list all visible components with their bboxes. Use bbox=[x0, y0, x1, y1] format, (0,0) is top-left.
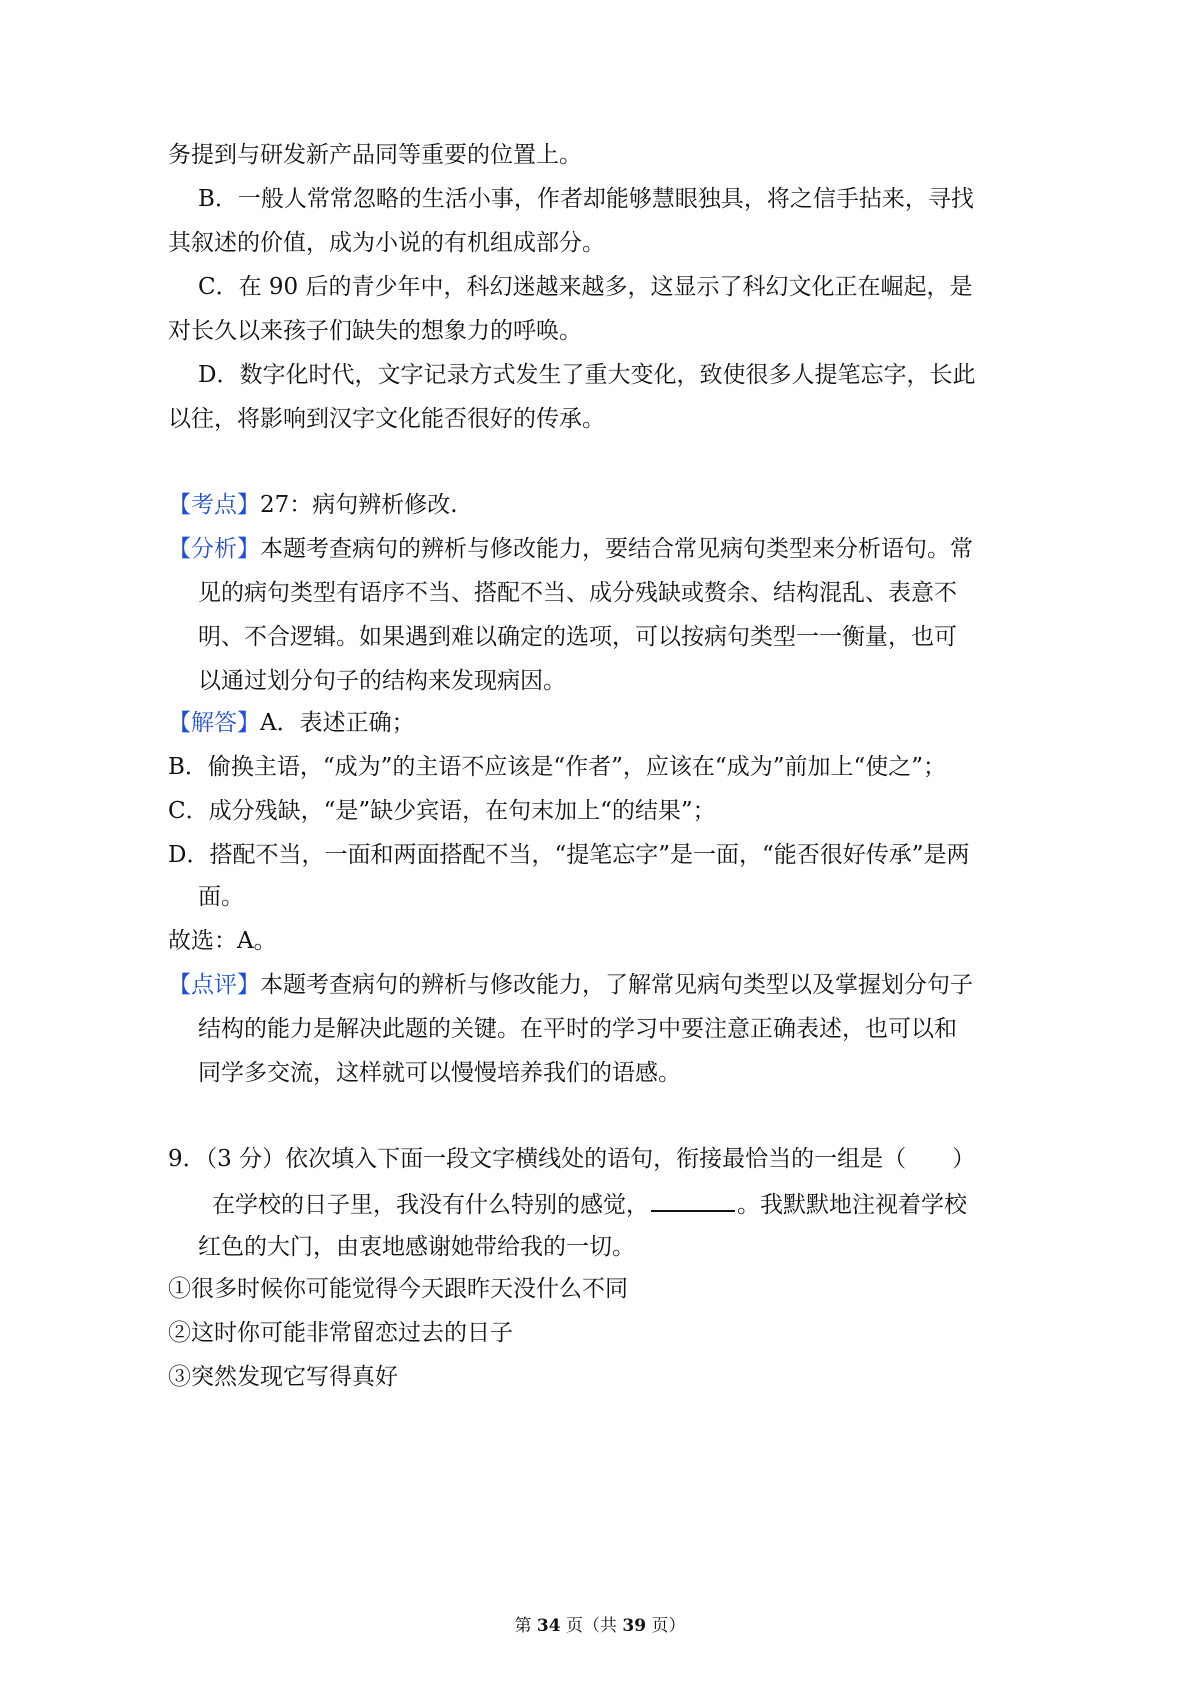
jieda-tag: 【解答】 bbox=[168, 710, 260, 736]
fenxi-line2: 见的病句类型有语序不当、搭配不当、成分残缺或赘余、结构混乱、表意不 bbox=[198, 580, 957, 606]
fenxi-text-1: 本题考查病句的辨析与修改能力，要结合常见病句类型来分析语句。常 bbox=[260, 536, 973, 562]
dianping-line3: 同学多交流，这样就可以慢慢培养我们的语感。 bbox=[198, 1060, 681, 1086]
kaodian-text: 27：病句辨析修改. bbox=[260, 492, 458, 518]
page-total: 39 bbox=[622, 1616, 647, 1636]
option-c-line1: C．在 90 后的青少年中，科幻迷越来越多，这显示了科幻文化正在崛起，是 bbox=[198, 274, 973, 300]
jieda-c: C．成分残缺，“是”缺少宾语，在句末加上“的结果”； bbox=[168, 798, 716, 824]
jieda-line-a bbox=[168, 708, 415, 738]
q9-passage-line1 bbox=[212, 1188, 967, 1220]
option-c-line2: 对长久以来孩子们缺失的想象力的呼唤。 bbox=[168, 318, 582, 344]
option-d-line2: 以往，将影响到汉字文化能否很好的传承。 bbox=[168, 406, 605, 432]
page-number: 34 bbox=[536, 1616, 561, 1636]
q9-option-1: ①很多时候你可能觉得今天跟昨天没什么不同 bbox=[168, 1276, 628, 1302]
jieda-b: B．偷换主语，“成为”的主语不应该是“作者”，应该在“成为”前加上“使之”； bbox=[168, 754, 946, 780]
jieda-a: A．表述正确； bbox=[260, 710, 415, 736]
fenxi-line1 bbox=[168, 534, 973, 564]
fenxi-tag: 【分析】 bbox=[168, 536, 260, 562]
dianping-line1 bbox=[168, 970, 973, 1000]
jieda-d-line1: D．搭配不当，一面和两面搭配不当，“提笔忘字”是一面，“能否很好传承”是两 bbox=[168, 842, 970, 868]
q9-passage-a: 在学校的日子里，我没有什么特别的感觉， bbox=[212, 1192, 649, 1218]
dianping-line2: 结构的能力是解决此题的关键。在平时的学习中要注意正确表述，也可以和 bbox=[198, 1016, 957, 1042]
q9-option-3: ③突然发现它写得真好 bbox=[168, 1364, 398, 1390]
option-b-line2: 其叙述的价值，成为小说的有机组成部分。 bbox=[168, 230, 605, 256]
kaodian-tag: 【考点】 bbox=[168, 492, 260, 518]
option-d-line1: D．数字化时代，文字记录方式发生了重大变化，致使很多人提笔忘字，长此 bbox=[198, 362, 976, 388]
q9-passage-line2: 红色的大门，由衷地感谢她带给我的一切。 bbox=[198, 1234, 635, 1260]
jieda-choice: 故选：A。 bbox=[168, 928, 277, 954]
option-a-tail: 务提到与研发新产品同等重要的位置上。 bbox=[168, 142, 582, 168]
answer-blank bbox=[651, 1188, 735, 1212]
kaodian-line bbox=[168, 490, 458, 520]
fenxi-line4: 以通过划分句子的结构来发现病因。 bbox=[198, 668, 566, 694]
fenxi-line3: 明、不合逻辑。如果遇到难以确定的选项，可以按病句类型一一衡量，也可 bbox=[198, 624, 957, 650]
dianping-text-1: 本题考查病句的辨析与修改能力，了解常见病句类型以及掌握划分句子 bbox=[260, 972, 973, 998]
jieda-d-line2: 面。 bbox=[198, 884, 244, 910]
dianping-tag: 【点评】 bbox=[168, 972, 260, 998]
q9-passage-b: 。我默默地注视着学校 bbox=[737, 1192, 967, 1218]
q9-stem: 9．（3 分）依次填入下面一段文字横线处的语句，衔接最恰当的一组是（ ） bbox=[168, 1146, 976, 1172]
q9-option-2: ②这时你可能非常留恋过去的日子 bbox=[168, 1320, 513, 1346]
option-b-line1: B．一般人常常忽略的生活小事，作者却能够慧眼独具，将之信手拈来，寻找 bbox=[198, 186, 974, 212]
page-footer: 第 34 页（共 39 页） bbox=[514, 1616, 686, 1636]
